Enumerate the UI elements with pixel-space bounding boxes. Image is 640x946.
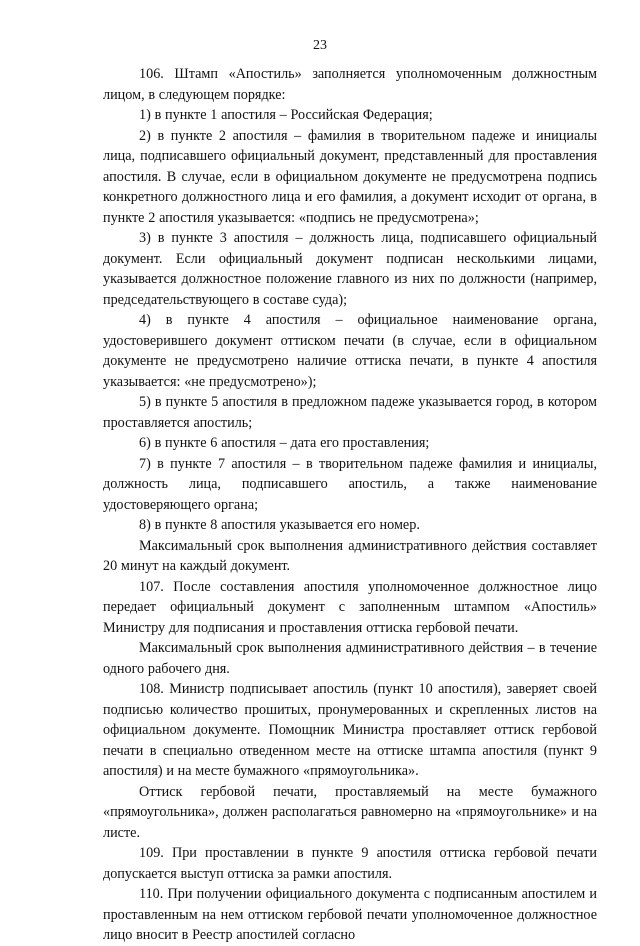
paragraph: 108. Министр подписывает апостиль (пункт 10 апостиля), заверяет своей подписью количество прошитых, пронумерованных и скрепленных листов на официальном документе. Помощник Министра проставляет оттиск гербовой печати в специально отведенном месте на оттиске штампа апостиля (пункт 9 апостиля) и на месте бумажного «прямоугольника». xyxy=(103,681,597,779)
paragraph: 8) в пункте 8 апостиля указывается его номер. xyxy=(139,517,420,533)
paragraph: 106. Штамп «Апостиль» заполняется уполномоченным должностным лицом, в следующем порядке: xyxy=(103,66,597,103)
page-number: 23 xyxy=(313,38,327,53)
paragraph: 7) в пункте 7 апостиля – в творительном падеже фамилия и инициалы, должность лица, подписавшего апостиль, а также наименование удостоверяющего органа; xyxy=(103,455,597,513)
paragraph: 1) в пункте 1 апостиля – Российская Федерация; xyxy=(139,107,433,123)
paragraph: 3) в пункте 3 апостиля – должность лица, подписавшего официальный документ. Если официальный документ подписан несколькими лицами, указывается должностное положение главного из них по должности (например, председательствующего в составе суда); xyxy=(103,230,597,308)
paragraph: Максимальный срок выполнения административного действия составляет 20 минут на каждый документ. xyxy=(103,537,597,574)
paragraph: 5) в пункте 5 апостиля в предложном падеже указывается город, в котором проставляется апостиль; xyxy=(103,394,597,431)
document-body xyxy=(103,64,597,946)
paragraph: 4) в пункте 4 апостиля – официальное наименование органа, удостоверившего документ оттиском печати (в случае, если в официальном документе не предусмотрено наличие оттиска печати, в пункте 4 апостиля указывается: «не предусмотрено»); xyxy=(103,312,597,390)
paragraph: Оттиск гербовой печати, проставляемый на месте бумажного «прямоугольника», должен располагаться равномерно на «прямоугольнике» и на листе. xyxy=(103,783,597,841)
paragraph: 6) в пункте 6 апостиля – дата его проставления; xyxy=(139,435,430,451)
paragraph: 107. После составления апостиля уполномоченное должностное лицо передает официальный документ с заполненным штампом «Апостиль» Министру для подписания и проставления оттиска гербовой печати. xyxy=(103,578,597,636)
paragraph: 110. При получении официального документа с подписанным апостилем и проставленным на нем оттиском гербовой печати уполномоченное должностное лицо вносит в Реестр апостилей согласно xyxy=(103,886,597,943)
paragraph: 109. При проставлении в пункте 9 апостиля оттиска гербовой печати допускается выступ оттиска за рамки апостиля. xyxy=(103,845,597,882)
paragraph: Максимальный срок выполнения административного действия – в течение одного рабочего дня. xyxy=(103,640,597,677)
paragraph: 2) в пункте 2 апостиля – фамилия в творительном падеже и инициалы лица, подписавшего официальный документ, представленный для проставления апостиля. В случае, если в официальном документе не предусмотрена подпись конкретного должностного лица и его фамилия, а документ исходит от органа, в пункте 2 апостиля указывается: «подпись не предусмотрена»; xyxy=(103,127,597,226)
